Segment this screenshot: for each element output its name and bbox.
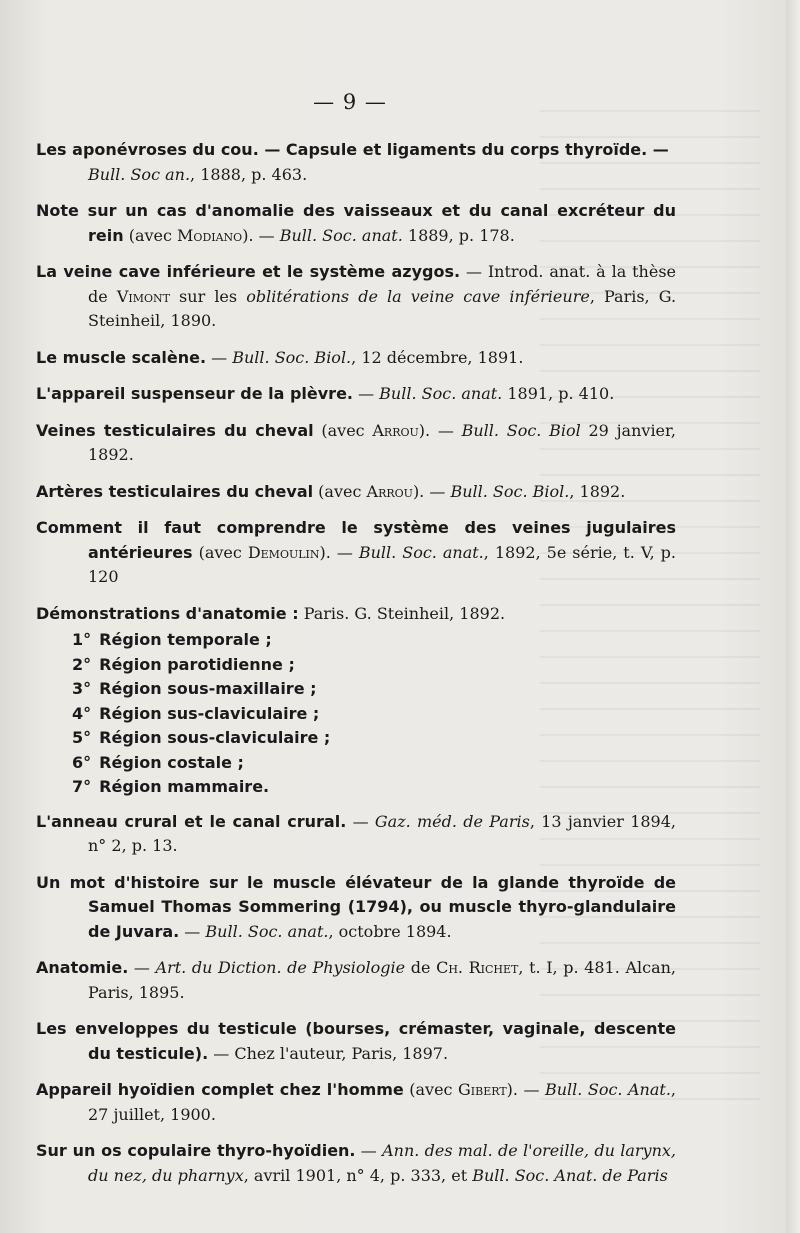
bibliography-entry bbox=[36, 516, 676, 590]
entry-details: , 1892, 5e série, t. V, p. 120 bbox=[88, 542, 676, 586]
bibliography-entry bbox=[36, 602, 676, 627]
entry-text: — bbox=[179, 921, 206, 941]
entry-text: sur les bbox=[169, 286, 247, 306]
entry-journal: Ann. des mal. de l'oreille, du larynx, du nez, du pharnyx bbox=[88, 1141, 677, 1185]
entry-details: , 1892. bbox=[569, 481, 626, 501]
entry-coauthor: Arrou bbox=[372, 420, 419, 440]
bibliography-entry bbox=[36, 810, 676, 859]
bibliography-entry bbox=[36, 871, 676, 945]
region-label: Région sus-claviculaire ; bbox=[99, 703, 320, 723]
entry-author: Ch. Richet bbox=[436, 958, 519, 977]
entry-journal: Bull. Soc. Biol. bbox=[450, 481, 570, 501]
entry-details: 1891, p. 410. bbox=[502, 384, 615, 403]
entry-journal-secondary: Bull. Soc. Anat. de Paris bbox=[472, 1165, 668, 1185]
region-number: 7° bbox=[72, 777, 92, 796]
entry-text: de bbox=[405, 958, 437, 977]
entry-title: L'anneau crural et le canal crural. bbox=[36, 811, 347, 831]
region-item bbox=[36, 628, 676, 653]
region-number: 4° bbox=[72, 703, 92, 723]
entry-text: — bbox=[353, 384, 380, 403]
bibliography-entry bbox=[36, 138, 676, 187]
entry-journal: Bull. Soc. Biol bbox=[461, 420, 581, 440]
entry-journal: Bull. Soc. Anat. bbox=[544, 1080, 671, 1099]
bibliography-entry bbox=[36, 346, 676, 371]
region-number: 1° bbox=[72, 630, 92, 649]
bibliography-entry bbox=[36, 199, 676, 248]
region-number: 3° bbox=[72, 679, 92, 698]
entry-details: , 13 janvier 1894, n° 2, p. 13. bbox=[88, 811, 676, 855]
entry-journal: oblitérations de la veine cave inférieure bbox=[246, 286, 590, 306]
entry-details: , t. I, p. 481. Alcan, Paris, 1895. bbox=[88, 958, 677, 1002]
bibliography-entry bbox=[36, 956, 676, 1005]
entry-journal: Bull. Soc. anat. bbox=[379, 384, 503, 403]
entry-journal: Bull. Soc an. bbox=[88, 164, 191, 184]
bibliography-entry bbox=[36, 382, 676, 407]
entry-journal: Gaz. méd. de Paris bbox=[374, 811, 530, 831]
entry-title: Anatomie. bbox=[36, 958, 129, 977]
entry-text: (avec bbox=[403, 1080, 458, 1099]
region-label: Région mammaire. bbox=[99, 777, 270, 796]
region-item bbox=[36, 775, 676, 800]
entry-text: — bbox=[206, 347, 233, 367]
entry-title: Les aponévroses du cou. — Capsule et ligaments du corps thyroïde. — bbox=[36, 140, 669, 159]
region-label: Région temporale ; bbox=[99, 630, 272, 649]
region-number: 6° bbox=[72, 752, 92, 772]
entry-details: 1889, p. 178. bbox=[402, 225, 515, 245]
entry-journal: Bull. Soc. anat. bbox=[358, 542, 484, 562]
entry-coauthor: Vimont bbox=[116, 286, 170, 306]
entry-text: ). — bbox=[242, 225, 280, 245]
entry-title: Un mot d'histoire sur le muscle élévateur de la glande thyroïde de Samuel Thomas Sommering (1794), ou muscle thyro-glandulaire de Juvara. bbox=[36, 872, 676, 941]
entry-title: La veine cave inférieure et le système azygos. bbox=[36, 262, 461, 281]
page-edge bbox=[786, 0, 800, 1233]
entry-details: , 1888, p. 463. bbox=[190, 164, 308, 184]
region-item bbox=[36, 726, 676, 751]
bibliography-entry bbox=[36, 419, 676, 468]
entry-text: ). — bbox=[506, 1080, 545, 1099]
entry-title: L'appareil suspenseur de la plèvre. bbox=[36, 384, 353, 403]
entry-text: — Chez l'auteur, Paris, 1897. bbox=[208, 1043, 449, 1063]
entry-journal: Bull. Soc. Biol. bbox=[232, 347, 352, 367]
entry-title: Comment il faut comprendre le système des veines jugulaires antérieures bbox=[36, 518, 676, 562]
entry-text: , avril 1901, n° 4, p. 333, et bbox=[243, 1165, 473, 1185]
entry-details: 29 janvier, 1892. bbox=[88, 420, 676, 464]
entry-title: Appareil hyoïdien complet chez l'homme bbox=[36, 1080, 404, 1099]
entry-title: Artères testiculaires du cheval bbox=[36, 481, 314, 501]
entry-text: — bbox=[346, 811, 375, 831]
entry-text: ). — bbox=[418, 420, 462, 440]
entry-journal: Bull. Soc. anat. bbox=[279, 225, 403, 245]
entry-coauthor: Demoulin bbox=[247, 542, 320, 562]
entry-coauthor: Gibert bbox=[458, 1080, 507, 1099]
entry-text: (avec bbox=[123, 225, 178, 245]
entry-text: (avec bbox=[313, 420, 373, 440]
page-number: — 9 — bbox=[313, 90, 387, 114]
region-label: Région sous-claviculaire ; bbox=[99, 728, 331, 747]
bibliography-entry bbox=[36, 1017, 676, 1066]
entry-title: Le muscle scalène. bbox=[36, 347, 207, 367]
entry-coauthor: Modiano bbox=[177, 225, 243, 245]
entry-journal: Bull. Soc. anat. bbox=[205, 921, 329, 941]
entry-details: , octobre 1894. bbox=[328, 921, 452, 941]
region-item bbox=[36, 702, 676, 727]
entry-title: Sur un os copulaire thyro-hyoïdien. bbox=[36, 1141, 356, 1160]
region-label: Région costale ; bbox=[99, 752, 244, 772]
region-label: Région parotidienne ; bbox=[99, 654, 295, 674]
entry-coauthor: Arrou bbox=[366, 481, 413, 501]
entry-title: Démonstrations d'anatomie : bbox=[36, 603, 299, 623]
entry-text: Paris. G. Steinheil, 1892. bbox=[298, 603, 506, 623]
entry-text: ). — bbox=[412, 481, 451, 501]
bibliography-entry bbox=[36, 1139, 676, 1188]
entry-text: ). — bbox=[319, 542, 359, 562]
entry-title: Veines testiculaires du cheval bbox=[36, 420, 314, 440]
region-item bbox=[36, 653, 676, 678]
bibliography-entry bbox=[36, 1078, 676, 1127]
entry-text: — bbox=[128, 958, 156, 977]
entry-details: , 27 juillet, 1900. bbox=[88, 1080, 676, 1124]
entry-text: (avec bbox=[192, 542, 248, 562]
regions-list bbox=[36, 628, 676, 800]
entry-text: (avec bbox=[313, 481, 367, 501]
entry-details: , 12 décembre, 1891. bbox=[351, 347, 524, 367]
region-number: 2° bbox=[72, 654, 92, 674]
entry-text: — bbox=[355, 1141, 383, 1160]
entry-journal: Art. du Diction. de Physiologie bbox=[155, 958, 406, 977]
bibliography-entry bbox=[36, 260, 676, 334]
region-item bbox=[36, 751, 676, 776]
entry-title: Les enveloppes du testicule (bourses, crémaster, vaginale, descente du testicule). bbox=[36, 1019, 676, 1063]
region-label: Région sous-maxillaire ; bbox=[99, 679, 317, 698]
entry-text: — Introd. anat. à la thèse de bbox=[88, 262, 676, 306]
entry-title: Note sur un cas d'anomalie des vaisseaux et du canal excréteur du rein bbox=[36, 201, 676, 245]
entry-details: , Paris, G. Steinheil, 1890. bbox=[88, 286, 677, 330]
bibliography-entry bbox=[36, 480, 676, 505]
region-number: 5° bbox=[72, 728, 92, 747]
region-item bbox=[36, 677, 676, 702]
bibliography-list bbox=[36, 138, 676, 1200]
